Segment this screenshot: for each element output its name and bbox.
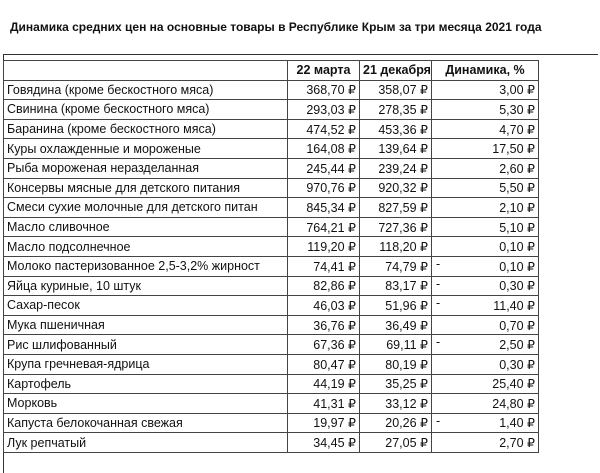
dynamics-cell[interactable]: [432, 315, 539, 335]
march-price-cell[interactable]: 19,97 ₽: [288, 413, 360, 433]
december-price-cell[interactable]: 27,05 ₽: [360, 433, 432, 453]
dynamics-value: 1,40 ₽: [499, 416, 535, 431]
december-price-cell[interactable]: 358,07 ₽: [360, 80, 432, 100]
december-price-cell[interactable]: 278,35 ₽: [360, 100, 432, 120]
product-name-cell[interactable]: Крупа гречневая-ядрица: [4, 354, 288, 374]
december-price-cell[interactable]: 827,59 ₽: [360, 198, 432, 218]
dynamics-value: 3,00 ₽: [499, 83, 535, 98]
product-name-cell[interactable]: Рис шлифованный: [4, 335, 288, 355]
dynamics-value: 24,80 ₽: [492, 396, 535, 411]
december-price-cell[interactable]: 74,79 ₽: [360, 256, 432, 276]
dynamics-cell[interactable]: [432, 374, 539, 394]
dynamics-cell[interactable]: [432, 296, 539, 316]
dynamics-value: 2,60 ₽: [499, 161, 535, 176]
product-name-cell[interactable]: Лук репчатый: [4, 433, 288, 453]
table-row: [4, 374, 539, 394]
table-row: [4, 276, 539, 296]
march-price-cell[interactable]: 164,08 ₽: [288, 139, 360, 159]
dynamics-cell[interactable]: [432, 335, 539, 355]
december-price-cell[interactable]: 51,96 ₽: [360, 296, 432, 316]
dynamics-sign: -: [436, 276, 441, 291]
table-row: [4, 178, 539, 198]
march-price-cell[interactable]: 474,52 ₽: [288, 119, 360, 139]
dynamics-sign: -: [436, 256, 441, 271]
header-dynamics: Динамика, %: [432, 61, 539, 81]
march-price-cell[interactable]: 764,21 ₽: [288, 217, 360, 237]
december-price-cell[interactable]: 453,36 ₽: [360, 119, 432, 139]
dynamics-cell[interactable]: [432, 354, 539, 374]
table-row: [4, 198, 539, 218]
march-price-cell[interactable]: 44,19 ₽: [288, 374, 360, 394]
december-price-cell[interactable]: 33,12 ₽: [360, 394, 432, 414]
march-price-cell[interactable]: 34,45 ₽: [288, 433, 360, 453]
december-price-cell[interactable]: 727,36 ₽: [360, 217, 432, 237]
dynamics-cell[interactable]: [432, 217, 539, 237]
table-row: [4, 237, 539, 257]
march-price-cell[interactable]: 67,36 ₽: [288, 335, 360, 355]
header-row: [4, 61, 539, 81]
header-march: 22 марта: [288, 61, 360, 81]
table-row: [4, 433, 539, 453]
product-name-cell[interactable]: Свинина (кроме бескостного мяса): [4, 100, 288, 120]
december-price-cell[interactable]: 35,25 ₽: [360, 374, 432, 394]
table-row: [4, 158, 539, 178]
dynamics-cell[interactable]: [432, 100, 539, 120]
dynamics-cell[interactable]: [432, 394, 539, 414]
table-row: [4, 413, 539, 433]
march-price-cell[interactable]: 80,47 ₽: [288, 354, 360, 374]
product-name-cell[interactable]: Мука пшеничная: [4, 315, 288, 335]
dynamics-value: 0,10 ₽: [499, 259, 535, 274]
table-row: [4, 139, 539, 159]
product-name-cell[interactable]: Морковь: [4, 394, 288, 414]
table-row: [4, 354, 539, 374]
table-row: [4, 100, 539, 120]
march-price-cell[interactable]: 46,03 ₽: [288, 296, 360, 316]
march-price-cell[interactable]: 845,34 ₽: [288, 198, 360, 218]
table-row: [4, 80, 539, 100]
december-price-cell[interactable]: 83,17 ₽: [360, 276, 432, 296]
table-row: [4, 315, 539, 335]
march-price-cell[interactable]: 245,44 ₽: [288, 158, 360, 178]
table-row: [4, 119, 539, 139]
dynamics-sign: -: [436, 413, 441, 428]
product-name-cell[interactable]: Рыба мороженая неразделанная: [4, 158, 288, 178]
december-price-cell[interactable]: 36,49 ₽: [360, 315, 432, 335]
dynamics-cell[interactable]: [432, 256, 539, 276]
product-name-cell[interactable]: Масло сливочное: [4, 217, 288, 237]
dynamics-cell[interactable]: [432, 158, 539, 178]
product-name-cell[interactable]: Капуста белокочанная свежая: [4, 413, 288, 433]
december-price-cell[interactable]: 920,32 ₽: [360, 178, 432, 198]
header-product: [4, 61, 288, 81]
product-name-cell[interactable]: Яйца куриные, 10 штук: [4, 276, 288, 296]
december-price-cell[interactable]: 20,26 ₽: [360, 413, 432, 433]
dynamics-value: 5,50 ₽: [499, 181, 535, 196]
product-name-cell[interactable]: Масло подсолнечное: [4, 237, 288, 257]
march-price-cell[interactable]: 36,76 ₽: [288, 315, 360, 335]
dynamics-cell[interactable]: [432, 119, 539, 139]
table-row: [4, 296, 539, 316]
dynamics-value: 0,70 ₽: [499, 318, 535, 333]
header-december: 21 декабря: [360, 61, 432, 81]
dynamics-sign: -: [436, 335, 441, 350]
dynamics-cell[interactable]: [432, 139, 539, 159]
dynamics-cell[interactable]: [432, 433, 539, 453]
dynamics-value: 11,40 ₽: [493, 298, 535, 313]
dynamics-value: 17,50 ₽: [492, 142, 535, 157]
dynamics-cell[interactable]: [432, 413, 539, 433]
table-row: [4, 335, 539, 355]
price-table: [3, 60, 539, 453]
december-price-cell[interactable]: 80,19 ₽: [360, 354, 432, 374]
dynamics-value: 0,30 ₽: [499, 357, 535, 372]
product-name-cell[interactable]: Смеси сухие молочные для детского питан: [4, 198, 288, 218]
dynamics-cell[interactable]: [432, 276, 539, 296]
march-price-cell[interactable]: 41,31 ₽: [288, 394, 360, 414]
page-title: Динамика средних цен на основные товары в Республике Крым за три месяца 2021 года: [10, 20, 542, 34]
dynamics-sign: -: [436, 296, 441, 311]
dynamics-cell[interactable]: [432, 80, 539, 100]
dynamics-value: 2,10 ₽: [499, 200, 535, 215]
march-price-cell[interactable]: 119,20 ₽: [288, 237, 360, 257]
march-price-cell[interactable]: 74,41 ₽: [288, 256, 360, 276]
dynamics-value: 0,30 ₽: [499, 279, 535, 294]
dynamics-value: 2,70 ₽: [499, 436, 535, 451]
dynamics-value: 2,50 ₽: [499, 338, 535, 353]
december-price-cell[interactable]: 139,64 ₽: [360, 139, 432, 159]
dynamics-value: 0,10 ₽: [499, 240, 535, 255]
product-name-cell[interactable]: Говядина (кроме бескостного мяса): [4, 80, 288, 100]
dynamics-value: 5,10 ₽: [499, 220, 535, 235]
product-name-cell[interactable]: Баранина (кроме бескостного мяса): [4, 119, 288, 139]
product-name-cell[interactable]: Картофель: [4, 374, 288, 394]
march-price-cell[interactable]: 293,03 ₽: [288, 100, 360, 120]
dynamics-value: 25,40 ₽: [492, 377, 535, 392]
december-price-cell[interactable]: 118,20 ₽: [360, 237, 432, 257]
march-price-cell[interactable]: 970,76 ₽: [288, 178, 360, 198]
december-price-cell[interactable]: 239,24 ₽: [360, 158, 432, 178]
dynamics-value: 5,30 ₽: [499, 102, 535, 117]
dynamics-cell[interactable]: [432, 198, 539, 218]
table-row: [4, 394, 539, 414]
dynamics-cell[interactable]: [432, 178, 539, 198]
december-price-cell[interactable]: 69,11 ₽: [360, 335, 432, 355]
march-price-cell[interactable]: 368,70 ₽: [288, 80, 360, 100]
march-price-cell[interactable]: 82,86 ₽: [288, 276, 360, 296]
product-name-cell[interactable]: Консервы мясные для детского питания: [4, 178, 288, 198]
table-row: [4, 217, 539, 237]
product-name-cell[interactable]: Сахар-песок: [4, 296, 288, 316]
table-row: [4, 256, 539, 276]
product-name-cell[interactable]: Куры охлажденные и мороженые: [4, 139, 288, 159]
dynamics-value: 4,70 ₽: [499, 122, 535, 137]
product-name-cell[interactable]: Молоко пастеризованное 2,5-3,2% жирност: [4, 256, 288, 276]
dynamics-cell[interactable]: [432, 237, 539, 257]
